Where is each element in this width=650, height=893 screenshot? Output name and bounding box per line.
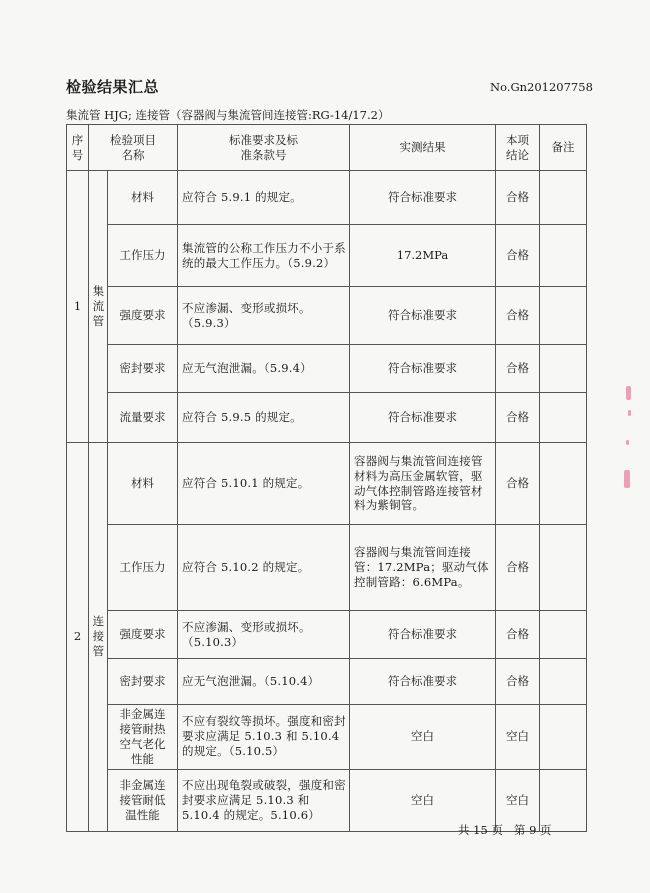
remark-cell [540,611,587,659]
header-remark: 备注 [540,125,587,171]
header-seq: 序号 [67,125,89,171]
result-cell: 17.2MPa [350,225,496,287]
header-item: 检验项目名称 [89,125,178,171]
item-cell: 密封要求 [108,345,178,393]
requirement-cell: 应符合 5.9.5 的规定。 [178,393,350,443]
table-row [67,443,587,525]
remark-cell [540,225,587,287]
requirement-cell: 不应有裂纹等损坏。强度和密封要求应满足 5.10.3 和 5.10.4 的规定。（5.10.5） [178,705,350,770]
conclusion-cell: 合格 [496,443,540,525]
requirement-cell: 不应渗漏、变形或损坏。（5.10.3） [178,611,350,659]
requirement-cell: 不应出现龟裂或破裂，强度和密封要求应满足 5.10.3 和 5.10.4 的规定。5.10.6） [178,769,350,831]
group-name-cell [89,171,108,443]
table-row [67,345,587,393]
results-table [66,124,587,832]
conclusion-cell: 合格 [496,171,540,225]
result-cell: 空白 [350,769,496,831]
table-row [67,225,587,287]
requirement-cell: 应符合 5.10.1 的规定。 [178,443,350,525]
requirement-cell: 应无气泡泄漏。（5.9.4） [178,345,350,393]
stamp-trace [624,470,630,488]
item-cell: 流量要求 [108,393,178,443]
result-cell: 符合标准要求 [350,171,496,225]
remark-cell [540,705,587,770]
result-cell: 符合标准要求 [350,393,496,443]
remark-cell [540,393,587,443]
group-name-cell [89,443,108,832]
requirement-cell: 集流管的公称工作压力不小于系统的最大工作压力。（5.9.2） [178,225,350,287]
stamp-trace [626,386,631,400]
header-requirement: 标准要求及标准条款号 [178,125,350,171]
conclusion-cell: 空白 [496,769,540,831]
remark-cell [540,345,587,393]
table-row [67,393,587,443]
table-row [67,525,587,611]
remark-cell [540,525,587,611]
page-title: 检验结果汇总 [66,78,160,96]
item-cell: 密封要求 [108,659,178,705]
item-cell: 非金属连接管耐低温性能 [108,769,178,831]
header-conclusion: 本项结论 [496,125,540,171]
header-result: 实测结果 [350,125,496,171]
report-number: No.Gn201207758 [490,80,593,94]
table-row [67,659,587,705]
table-row [67,287,587,345]
result-cell: 符合标准要求 [350,659,496,705]
item-cell: 材料 [108,171,178,225]
item-cell: 材料 [108,443,178,525]
conclusion-cell: 合格 [496,225,540,287]
requirement-cell: 应符合 5.9.1 的规定。 [178,171,350,225]
requirement-cell: 应无气泡泄漏。（5.10.4） [178,659,350,705]
item-cell: 工作压力 [108,525,178,611]
table-row [67,611,587,659]
table-row [67,705,587,770]
result-cell: 符合标准要求 [350,611,496,659]
stamp-trace [626,440,629,445]
seq-cell: 1 [67,171,89,443]
result-cell: 空白 [350,705,496,770]
page-footer: 共 15 页 第 9 页 [458,823,552,837]
remark-cell [540,659,587,705]
group-name: 集流管 [92,284,105,328]
remark-cell [540,443,587,525]
result-cell: 符合标准要求 [350,345,496,393]
table-row [67,171,587,225]
requirement-cell: 应符合 5.10.2 的规定。 [178,525,350,611]
conclusion-cell: 合格 [496,525,540,611]
group-name: 连接管 [92,614,105,659]
conclusion-cell: 合格 [496,611,540,659]
remark-cell [540,287,587,345]
table-header-row [67,125,587,171]
conclusion-cell: 合格 [496,287,540,345]
conclusion-cell: 合格 [496,345,540,393]
conclusion-cell: 合格 [496,393,540,443]
item-cell: 强度要求 [108,611,178,659]
requirement-cell: 不应渗漏、变形或损坏。（5.9.3） [178,287,350,345]
item-cell: 强度要求 [108,287,178,345]
remark-cell [540,171,587,225]
item-cell: 工作压力 [108,225,178,287]
item-cell: 非金属连接管耐热空气老化性能 [108,705,178,770]
table-subtitle: 集流管 HJG; 连接管（容器阀与集流管间连接管:RG-14/17.2） [66,108,390,122]
conclusion-cell: 合格 [496,659,540,705]
result-cell: 符合标准要求 [350,287,496,345]
seq-cell: 2 [67,443,89,832]
conclusion-cell: 空白 [496,705,540,770]
result-cell: 容器阀与集流管间连接管材料为高压金属软管，驱动气体控制管路连接管材料为紫铜管。 [350,443,496,525]
stamp-trace [628,410,631,416]
result-cell: 容器阀与集流管间连接管：17.2MPa；驱动气体控制管路：6.6MPa。 [350,525,496,611]
